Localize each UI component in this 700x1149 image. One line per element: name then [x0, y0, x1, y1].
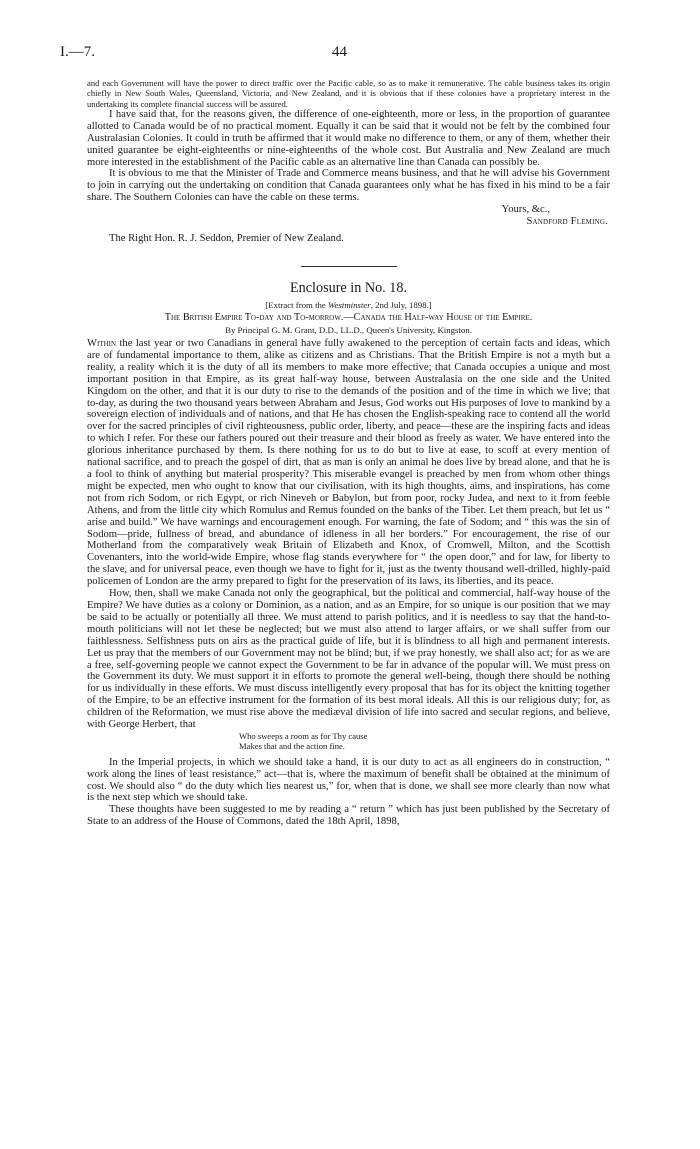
letter-paragraph-2: It is obvious to me that the Minister of Trade and Commerce means business, and that he will advise his Government to join in carrying out the undertaking on condition that Canada guarantees only what he has fixed in his mind to be a fair share. The Southern Colonies can have the cable on these terms. [87, 168, 610, 204]
letter-signature: Sandford Fleming. [526, 216, 608, 228]
article-paragraph-1 [87, 338, 610, 588]
verse-line-2: Makes that and the action fine. [239, 740, 345, 751]
extract-source-line [87, 300, 610, 311]
letter-addressee: The Right Hon. R. J. Seddon, Premier of New Zealand. [109, 233, 344, 245]
verse-quotation [239, 732, 610, 752]
article-byline: By Principal G. M. Grant, D.D., LL.D., Queen's University, Kingston. [225, 325, 472, 336]
extract-date: , 2nd July, 1898.] [370, 300, 432, 311]
article-paragraph-2: How, then, shall we make Canada not only the geographical, but the political and commercial, half-way house of the Empire? We have duties as a colony or Dominion, as a nation, and as an Empire, for so unique is our position that we may be said to be actually or potentially all three. We must attend to parish politics, and it is needless to say that the hand-to-mouth politicians will not let these be neglected; but we must also attend to larger affairs, or we shall suffer from our faithlessness. Selfishness puts on airs as the practical guide of life, but it is blindness to all high and permanent interests. Let us pray that the members of our Government may not be blind; but, if we pray honestly, we shall also act; for as we are a free, self-governing people we cannot expect the Government to be far in advance of the popular will. We must press on the Government its duty. We must support it in efforts to promote the general well-being, though there should be nothing for us individually in these efforts. We must discuss intelligently every proposal that has for its object the knitting together of the Empire, to be an effective instrument for the formation of its best moral ideals. All this is our religious duty; for, as children of the Reformation, we must rise above the mediæval division of life into sacred and secular regions, and believe, with George Herbert, that [87, 588, 610, 731]
letter-paragraph-1: I have said that, for the reasons given, the difference of one-eighteenth, more or less, in the proportion of guarantee allotted to Canada would be of no practical moment. Equally it can be said that it would not be felt by the combined four Australasian Colonies. It could in truth be affirmed that it would make no difference to them, or any of them, whether their united guarantee be eight-eighteenths or nine-eighteenths of the whole cost. But Australia and New Zealand are much more interested in the establishment of the Pacific cable as an alternative line than Canada can possibly be. [87, 108, 610, 168]
enclosure-title: Enclosure in No. 18. [289, 280, 408, 297]
article-headline: The British Empire To-day and To-morrow.—Canada the Half-way House of the Empire. [164, 312, 533, 324]
section-divider [301, 266, 397, 267]
letter-closing: Yours, &c., [501, 204, 550, 216]
page-content [87, 78, 610, 828]
verse-line-1: Who sweeps a room as for Thy cause [239, 730, 368, 741]
lead-word: Within [87, 338, 117, 350]
signature-block [87, 204, 610, 228]
article-paragraph-1-text: the last year or two Canadians in general have fully awakened to the perception of certain facts and ideas, which are of fundamental importance to them, alike as citizens and as Christians. That the British Empire is not a myth but a reality, a reality which it is the duty of all its members to make more effective; that Canada occupies a unique and most important position in that Empire, as its great half-way house, between Australasia on the one side and the United Kingdom on the other, and that it is our duty to rise to the demands of the position and of the time in which we live; that to-day, as during the two thousand years between Abraham and Jesus, God works out His purposes of love to mankind by a sovereign election of individuals and of nations, and that He has chosen the English-speaking race to contend all the world over for the sacred principles of civil righteousness, public order, liberty, and peace—these are the inspiring facts and ideas to which I refer. For these our fathers poured out their treasure and their blood as freely as water. We have entered into the glorious inheritance purchased by them. Is there nothing for us to do but to live at ease, to scoff at every mention of national sacrifice, and to preach the gospel of dirt, that as man is only an animal he does live by bread alone, and that he is a fool to think of anything but material prosperity? This miserable evangel is preached by men from whom other things might be expected, men who ought to know that our civilisation, with its high thoughts, aims, and inspirations, has come not from rich Sodom, or rich Egypt, or rich Nineveh or Babylon, but from poor, rocky Judea, and next to it from feeble Athens, and from the little city which Romulus and Remus founded on the banks of the Tiber. Let them preach, but let us “ arise and build.” We have warnings and encouragement enough. For warning, the fate of Sodom; and “ this was the sin of Sodom—pride, fullness of bread, and abundance of idleness in all her borders.” For encouragement, the rise of our Motherland from the comparatively weak Britain of Elizabeth and Knox, of Cromwell, Milton, and the Scottish Covenanters, into the world-wide Empire, whose flag stands everywhere for “ the open door,” and for law, for liberty to the slave, and for universal peace, even though we have to fight for it, just as the twenty thousand well-drilled, highly-paid policemen of London are the army prepared to fight for the preservation of its laws, its liberties, and its peace. [87, 338, 610, 588]
extract-prefix: [Extract from the [265, 300, 329, 311]
parliamentary-paper-ref: I.—7. [60, 44, 95, 60]
continued-paragraph: and each Government will have the power to direct traffic over the Pacific cable, so as to make it remunerative. The cable business takes its origin chiefly in New South Wales, Queensland, Victoria, and New Zealand, and it is obvious that if these colonies have a proprietary interest in the undertaking its complete financial success will be assured. [87, 78, 610, 109]
extract-publication: Westminster [328, 300, 371, 311]
article-paragraph-4: These thoughts have been suggested to me by reading a “ return ” which has just been published by the Secretary of State to an address of the House of Commons, dated the 18th April, 1898, [87, 804, 610, 828]
article-paragraph-3: In the Imperial projects, in which we should take a hand, it is our duty to act as all engineers do in construction, “ work along the lines of least resistance,” act—that is, where the maximum of benefit shall be obtained at the minimum of cost. We should also “ do the duty which lies nearest us,” for, when that is done, we shall see more clearly than now what is the next step which we should take. [87, 756, 610, 804]
page-number: 44 [332, 44, 347, 60]
page-header [60, 44, 640, 66]
